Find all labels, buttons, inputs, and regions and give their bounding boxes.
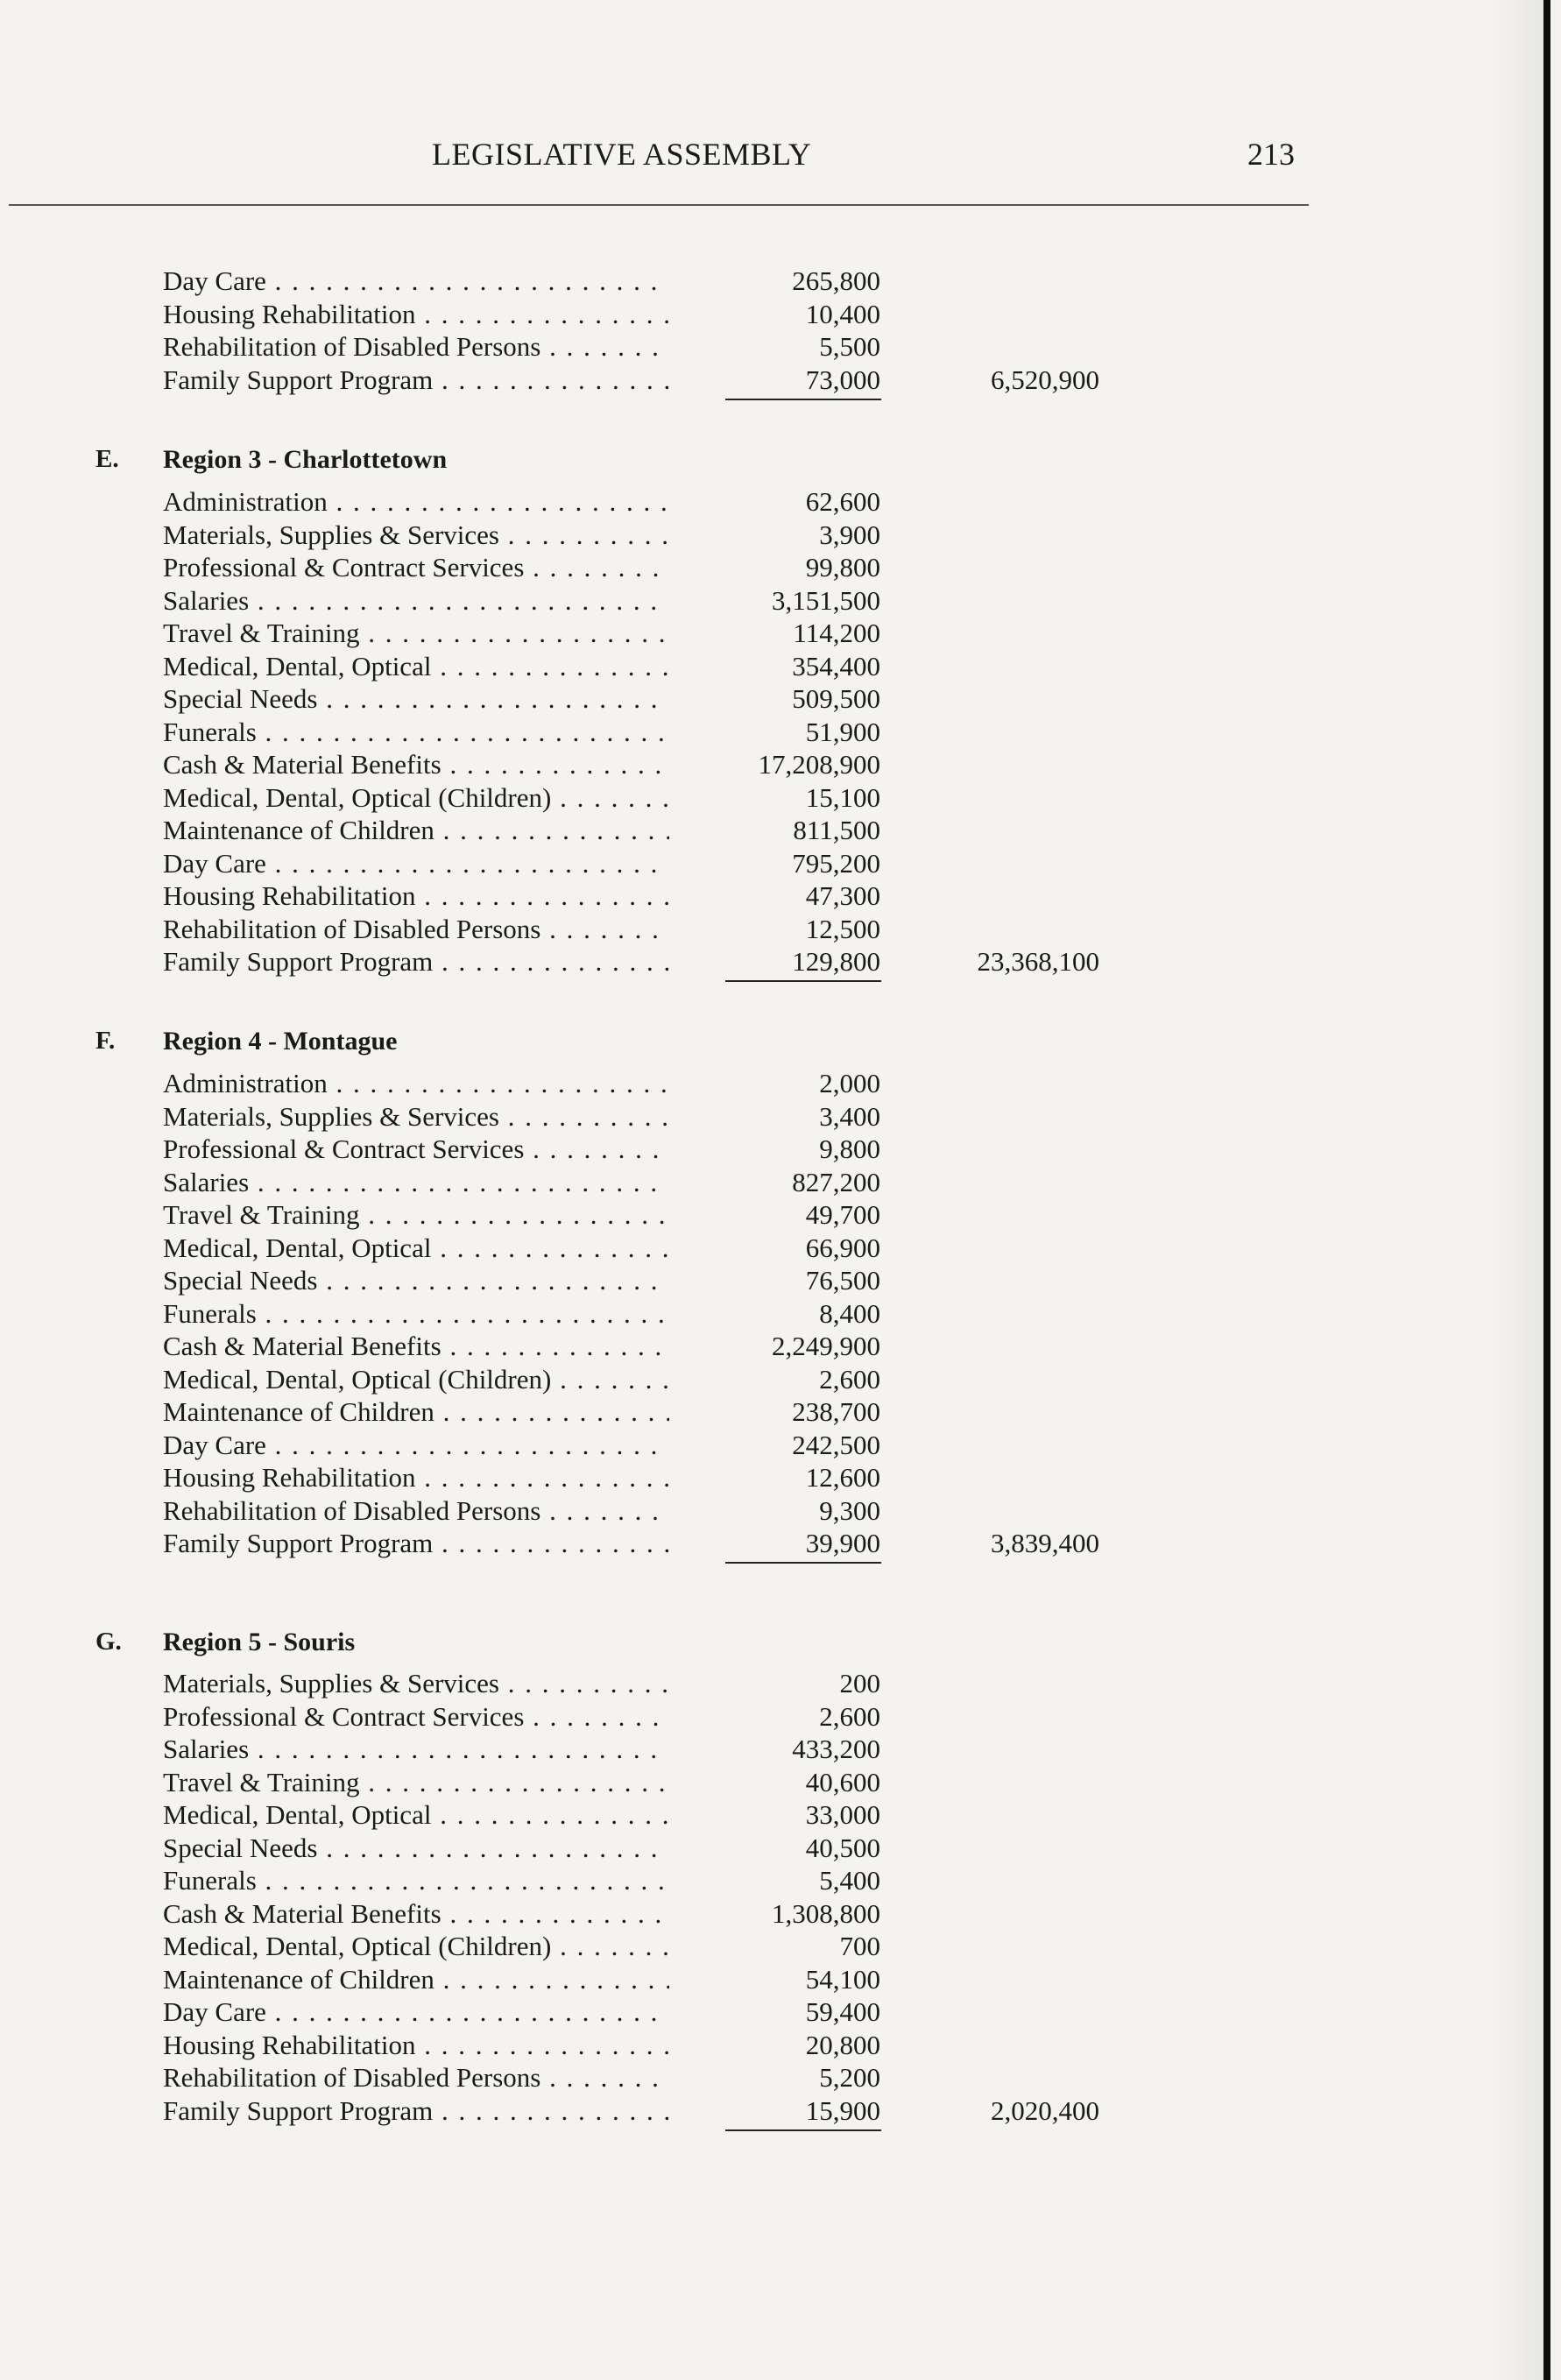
section-total: 3,839,400 — [991, 1528, 1099, 1558]
budget-line-item — [0, 519, 1226, 551]
line-item-amount: 1,308,800 — [772, 1897, 880, 1929]
line-item-amount: 3,900 — [819, 519, 880, 550]
line-item-label: Housing Rehabilitation . . . — [163, 1461, 669, 1494]
section-total: 23,368,100 — [977, 946, 1099, 977]
line-item-label: Family Support Program . . . — [163, 364, 669, 396]
budget-line-item — [0, 682, 1226, 715]
line-item-amount: 795,200 — [792, 847, 880, 879]
line-item-amount: 354,400 — [792, 650, 880, 682]
line-item-amount: 40,500 — [805, 1832, 880, 1863]
line-item-label: Cash & Material Benefits . . . — [163, 1330, 669, 1362]
line-item-amount: 2,000 — [819, 1068, 880, 1098]
line-item-label: Professional & Contract Services . . . — [163, 1700, 669, 1733]
line-item-label: Travel & Training . . . — [163, 617, 669, 649]
line-item-label: Housing Rehabilitation . . . — [163, 879, 669, 912]
line-item-amount: 9,800 — [819, 1134, 880, 1164]
budget-line-item — [0, 551, 1226, 583]
line-item-label: Administration . . . — [163, 1067, 669, 1099]
budget-line-item — [0, 814, 1226, 846]
line-item-label: Rehabilitation of Disabled Persons . . . — [163, 2061, 669, 2094]
line-item-amount: 3,400 — [819, 1100, 880, 1132]
line-item-label: Day Care . . . — [163, 265, 669, 297]
line-item-amount: 99,800 — [805, 552, 880, 583]
line-item-label: Salaries . . . — [163, 1733, 669, 1765]
line-item-label: Funerals . . . — [163, 1297, 669, 1330]
line-item-label: Rehabilitation of Disabled Persons . . . — [163, 1494, 669, 1527]
budget-line-item — [0, 584, 1226, 617]
line-item-amount: 33,000 — [805, 1799, 880, 1830]
line-item-label: Medical, Dental, Optical . . . — [163, 650, 669, 682]
line-item-amount: 114,200 — [793, 618, 880, 648]
budget-line-item — [0, 1232, 1226, 1264]
line-item-label: Travel & Training . . . — [163, 1766, 669, 1798]
line-item-label: Rehabilitation of Disabled Persons . . . — [163, 913, 669, 945]
line-item-amount: 827,200 — [792, 1166, 880, 1197]
budget-line-item — [0, 1297, 1226, 1330]
budget-line-item — [0, 847, 1226, 879]
line-item-amount: 242,500 — [792, 1429, 880, 1460]
budget-line-item — [0, 879, 1226, 912]
budget-line-item — [0, 1166, 1226, 1198]
budget-line-item — [0, 364, 1226, 396]
line-item-label: Cash & Material Benefits . . . — [163, 1897, 669, 1930]
section-letter: G. — [95, 1628, 122, 1656]
line-item-amount: 49,700 — [805, 1199, 880, 1230]
line-item-label: Materials, Supplies & Services . . . — [163, 1667, 669, 1699]
budget-line-item — [0, 1067, 1226, 1099]
line-item-amount: 47,300 — [805, 880, 880, 911]
page-header-title: LEGISLATIVE ASSEMBLY — [432, 137, 812, 172]
line-item-amount: 59,400 — [805, 1996, 880, 2027]
budget-line-item — [0, 1330, 1226, 1362]
line-item-amount: 265,800 — [792, 265, 880, 296]
budget-line-item — [0, 1897, 1226, 1930]
line-item-amount: 433,200 — [792, 1734, 880, 1764]
budget-line-item — [0, 1461, 1226, 1494]
line-item-label: Medical, Dental, Optical . . . — [163, 1232, 669, 1264]
section-letter: F. — [95, 1027, 116, 1055]
line-item-label: Salaries . . . — [163, 584, 669, 617]
budget-line-item — [0, 298, 1226, 330]
budget-line-item — [0, 781, 1226, 814]
line-item-label: Day Care . . . — [163, 847, 669, 879]
line-item-amount: 12,500 — [805, 913, 880, 944]
budget-line-item — [0, 1667, 1226, 1699]
line-item-label: Rehabilitation of Disabled Persons . . . — [163, 330, 669, 363]
budget-line-item — [0, 330, 1226, 363]
section-heading: Region 4 - Montague — [163, 1027, 398, 1056]
page-number: 213 — [1247, 137, 1295, 172]
budget-line-item — [0, 485, 1226, 518]
line-item-label: Family Support Program . . . — [163, 2094, 669, 2127]
line-item-amount: 40,600 — [805, 1766, 880, 1797]
line-item-label: Special Needs . . . — [163, 682, 669, 715]
budget-line-item — [0, 1864, 1226, 1896]
budget-line-item — [0, 2061, 1226, 2094]
line-item-label: Medical, Dental, Optical (Children) . . . — [163, 1930, 669, 1962]
line-item-label: Family Support Program . . . — [163, 945, 669, 978]
line-item-amount: 700 — [839, 1931, 880, 1961]
line-item-label: Salaries . . . — [163, 1166, 669, 1198]
line-item-amount: 39,900 — [805, 1528, 880, 1558]
section-letter: E. — [95, 445, 119, 473]
line-item-amount: 9,300 — [819, 1494, 880, 1526]
line-item-label: Funerals . . . — [163, 716, 669, 748]
line-item-amount: 73,000 — [805, 364, 880, 395]
line-item-amount: 811,500 — [793, 815, 880, 845]
line-item-amount: 3,151,500 — [772, 584, 880, 616]
line-item-label: Materials, Supplies & Services . . . — [163, 519, 669, 551]
page-edge-shadow — [1491, 0, 1543, 2380]
budget-line-item — [0, 1100, 1226, 1133]
subtotal-rule — [725, 1562, 881, 1564]
section-heading: Region 3 - Charlottetown — [163, 445, 448, 474]
line-item-amount: 200 — [839, 1668, 880, 1698]
line-item-amount: 509,500 — [792, 683, 880, 714]
budget-line-item — [0, 2094, 1226, 2127]
budget-line-item — [0, 748, 1226, 780]
budget-line-item — [0, 1264, 1226, 1296]
budget-line-item — [0, 1395, 1226, 1428]
budget-line-item — [0, 1494, 1226, 1527]
line-item-label: Day Care . . . — [163, 1995, 669, 2028]
budget-line-item — [0, 1963, 1226, 1995]
line-item-amount: 17,208,900 — [758, 749, 880, 780]
budget-line-item — [0, 265, 1226, 297]
line-item-label: Day Care . . . — [163, 1429, 669, 1461]
line-item-label: Materials, Supplies & Services . . . — [163, 1100, 669, 1133]
line-item-label: Maintenance of Children . . . — [163, 1395, 669, 1428]
line-item-label: Medical, Dental, Optical . . . — [163, 1798, 669, 1831]
budget-line-item — [0, 650, 1226, 682]
budget-line-item — [0, 1700, 1226, 1733]
line-item-label: Professional & Contract Services . . . — [163, 1133, 669, 1165]
line-item-label: Housing Rehabilitation . . . — [163, 298, 669, 330]
line-item-amount: 54,100 — [805, 1963, 880, 1995]
section-total: 2,020,400 — [991, 2094, 1099, 2126]
subtotal-rule — [725, 2129, 881, 2131]
line-item-amount: 12,600 — [805, 1462, 880, 1493]
line-item-label: Travel & Training . . . — [163, 1198, 669, 1231]
line-item-label: Housing Rehabilitation . . . — [163, 2029, 669, 2061]
line-item-amount: 2,600 — [819, 1700, 880, 1732]
line-item-label: Professional & Contract Services . . . — [163, 551, 669, 583]
line-item-amount: 129,800 — [792, 946, 880, 977]
line-item-amount: 5,500 — [819, 331, 880, 362]
line-item-amount: 10,400 — [805, 298, 880, 329]
line-item-label: Medical, Dental, Optical (Children) . . . — [163, 1363, 669, 1395]
line-item-label: Family Support Program . . . — [163, 1527, 669, 1559]
budget-line-item — [0, 1930, 1226, 1962]
line-item-amount: 5,400 — [819, 1865, 880, 1896]
line-item-amount: 15,100 — [805, 781, 880, 813]
line-item-amount: 2,249,900 — [772, 1331, 880, 1361]
budget-line-item — [0, 1198, 1226, 1231]
line-item-label: Special Needs . . . — [163, 1264, 669, 1296]
budget-line-item — [0, 1995, 1226, 2028]
section-total: 6,520,900 — [991, 364, 1099, 395]
line-item-amount: 2,600 — [819, 1363, 880, 1395]
budget-line-item — [0, 2029, 1226, 2061]
budget-line-item — [0, 945, 1226, 978]
budget-line-item — [0, 617, 1226, 649]
subtotal-rule — [725, 399, 881, 400]
subtotal-rule — [725, 980, 881, 982]
line-item-amount: 15,900 — [805, 2094, 880, 2126]
budget-line-item — [0, 1133, 1226, 1165]
line-item-amount: 5,200 — [819, 2062, 880, 2093]
line-item-amount: 238,700 — [792, 1396, 880, 1427]
line-item-label: Medical, Dental, Optical (Children) . . . — [163, 781, 669, 814]
budget-line-item — [0, 1798, 1226, 1831]
budget-line-item — [0, 1733, 1226, 1765]
budget-line-item — [0, 1429, 1226, 1461]
budget-line-item — [0, 716, 1226, 748]
budget-line-item — [0, 1363, 1226, 1395]
budget-line-item — [0, 913, 1226, 945]
line-item-amount: 8,400 — [819, 1297, 880, 1329]
page-edge — [1543, 0, 1550, 2380]
budget-line-item — [0, 1766, 1226, 1798]
line-item-amount: 76,500 — [805, 1265, 880, 1296]
line-item-amount: 51,900 — [805, 716, 880, 747]
line-item-amount: 20,800 — [805, 2029, 880, 2060]
line-item-label: Administration . . . — [163, 485, 669, 518]
budget-line-item — [0, 1527, 1226, 1559]
header-rule — [9, 204, 1309, 206]
section-heading: Region 5 - Souris — [163, 1628, 356, 1656]
line-item-label: Maintenance of Children . . . — [163, 814, 669, 846]
line-item-label: Special Needs . . . — [163, 1832, 669, 1864]
line-item-label: Maintenance of Children . . . — [163, 1963, 669, 1995]
line-item-amount: 66,900 — [805, 1232, 880, 1263]
line-item-label: Funerals . . . — [163, 1864, 669, 1896]
line-item-amount: 62,600 — [805, 486, 880, 517]
budget-line-item — [0, 1832, 1226, 1864]
line-item-label: Cash & Material Benefits . . . — [163, 748, 669, 780]
